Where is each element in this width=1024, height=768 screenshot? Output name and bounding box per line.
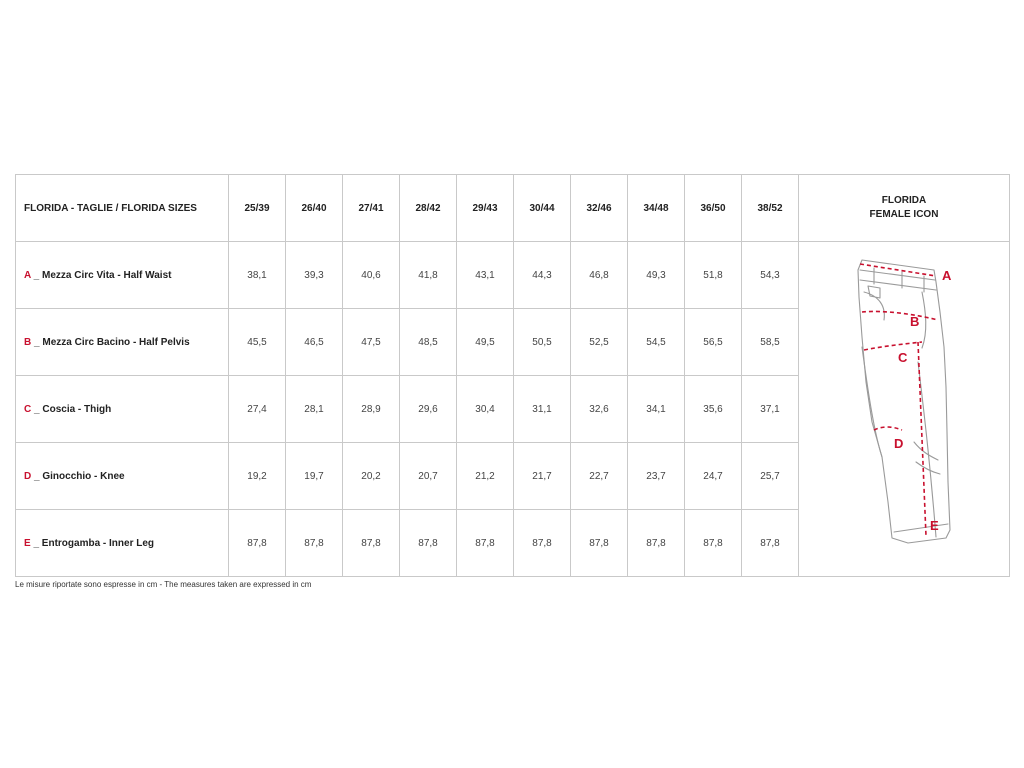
measure-label: E _ Entrogamba - Inner Leg — [16, 510, 229, 577]
table-cell: 49,3 — [628, 242, 685, 309]
table-cell: 87,8 — [514, 510, 571, 577]
table-cell: 45,5 — [229, 309, 286, 376]
table-cell: 24,7 — [685, 443, 742, 510]
table-cell: 35,6 — [685, 376, 742, 443]
measure-letter: E — [24, 537, 31, 549]
measure-letter: C — [24, 403, 32, 415]
table-cell: 87,8 — [628, 510, 685, 577]
table-cell: 19,2 — [229, 443, 286, 510]
belt-loop — [874, 268, 924, 292]
table-cell: 22,7 — [571, 443, 628, 510]
header-row — [16, 175, 1010, 242]
model-name: FLORIDA — [881, 195, 927, 206]
table-cell: 87,8 — [742, 510, 799, 577]
measure-line-c — [864, 342, 922, 350]
table-cell: 23,7 — [628, 443, 685, 510]
table-cell: 32,6 — [571, 376, 628, 443]
measure-label: C _ Coscia - Thigh — [16, 376, 229, 443]
table-cell: 58,5 — [742, 309, 799, 376]
measure-line-d — [874, 427, 902, 430]
size-header: 27/41 — [343, 175, 400, 242]
diagram-label-c: C — [898, 349, 908, 365]
table-cell: 30,4 — [457, 376, 514, 443]
diagram-label-d: D — [894, 435, 904, 451]
size-header: 28/42 — [400, 175, 457, 242]
table-cell: 20,7 — [400, 443, 457, 510]
jeans-diagram-cell — [799, 242, 1010, 577]
size-chart-table — [15, 174, 1010, 577]
measure-line-e — [918, 342, 926, 536]
table-cell: 54,5 — [628, 309, 685, 376]
table-cell: 52,5 — [571, 309, 628, 376]
measure-label: D _ Ginocchio - Knee — [16, 443, 229, 510]
table-cell: 49,5 — [457, 309, 514, 376]
table-cell: 34,1 — [628, 376, 685, 443]
table-cell: 51,8 — [685, 242, 742, 309]
knee-crease — [914, 442, 940, 474]
size-header: 34/48 — [628, 175, 685, 242]
measure-name: Entrogamba - Inner Leg — [41, 537, 155, 549]
table-cell: 38,1 — [229, 242, 286, 309]
table-cell: 48,5 — [400, 309, 457, 376]
table-cell: 50,5 — [514, 309, 571, 376]
table-cell: 40,6 — [343, 242, 400, 309]
measure-letter: A — [24, 269, 31, 281]
measure-name: Ginocchio - Knee — [42, 470, 125, 482]
table-cell: 29,6 — [400, 376, 457, 443]
measure-letter: B — [24, 336, 32, 348]
size-header: 29/43 — [457, 175, 514, 242]
table-cell: 31,1 — [514, 376, 571, 443]
table-cell: 25,7 — [742, 443, 799, 510]
measure-name: Coscia - Thigh — [42, 403, 112, 415]
jeans-diagram — [844, 252, 964, 562]
size-header: 38/52 — [742, 175, 799, 242]
diagram-label-a: A — [942, 267, 952, 283]
table-cell: 19,7 — [286, 443, 343, 510]
table-cell: 21,2 — [457, 443, 514, 510]
measure-label: B _ Mezza Circ Bacino - Half Pelvis — [16, 309, 229, 376]
measure-line-a — [860, 264, 936, 276]
table-cell: 21,7 — [514, 443, 571, 510]
table-row — [16, 242, 1010, 309]
measure-line-b — [862, 311, 938, 320]
table-cell: 41,8 — [400, 242, 457, 309]
table-cell: 87,8 — [400, 510, 457, 577]
table-cell: 20,2 — [343, 443, 400, 510]
measure-letter: D — [24, 470, 32, 482]
diagram-label-b: B — [910, 313, 920, 329]
fly-seam — [922, 292, 926, 348]
model-type: FEMALE ICON — [869, 209, 939, 220]
diagram-label-e: E — [930, 517, 939, 533]
table-cell: 87,8 — [685, 510, 742, 577]
table-title: FLORIDA - TAGLIE / FLORIDA SIZES — [16, 175, 229, 242]
side-seam — [862, 347, 882, 457]
measurement-footnote: Le misure riportate sono espresse in cm - The measures taken are expressed in cm — [15, 580, 312, 589]
table-cell: 44,3 — [514, 242, 571, 309]
measure-name: Mezza Circ Bacino - Half Pelvis — [42, 336, 190, 348]
pocket-seam — [864, 286, 884, 320]
table-cell: 46,8 — [571, 242, 628, 309]
model-header — [799, 175, 1010, 242]
table-cell: 54,3 — [742, 242, 799, 309]
size-header: 26/40 — [286, 175, 343, 242]
table-cell: 27,4 — [229, 376, 286, 443]
table-cell: 28,9 — [343, 376, 400, 443]
table-cell: 37,1 — [742, 376, 799, 443]
table-cell: 87,8 — [571, 510, 628, 577]
size-header: 25/39 — [229, 175, 286, 242]
table-cell: 39,3 — [286, 242, 343, 309]
jeans-outline — [858, 260, 950, 543]
table-cell: 87,8 — [229, 510, 286, 577]
measure-label: A _ Mezza Circ Vita - Half Waist — [16, 242, 229, 309]
size-header: 36/50 — [685, 175, 742, 242]
table-cell: 43,1 — [457, 242, 514, 309]
table-cell: 87,8 — [286, 510, 343, 577]
table-cell: 56,5 — [685, 309, 742, 376]
table-cell: 28,1 — [286, 376, 343, 443]
table-cell: 87,8 — [457, 510, 514, 577]
table-cell: 46,5 — [286, 309, 343, 376]
table-cell: 87,8 — [343, 510, 400, 577]
measure-name: Mezza Circ Vita - Half Waist — [41, 269, 172, 281]
size-header: 30/44 — [514, 175, 571, 242]
size-header: 32/46 — [571, 175, 628, 242]
table-cell: 47,5 — [343, 309, 400, 376]
hem — [894, 524, 948, 532]
